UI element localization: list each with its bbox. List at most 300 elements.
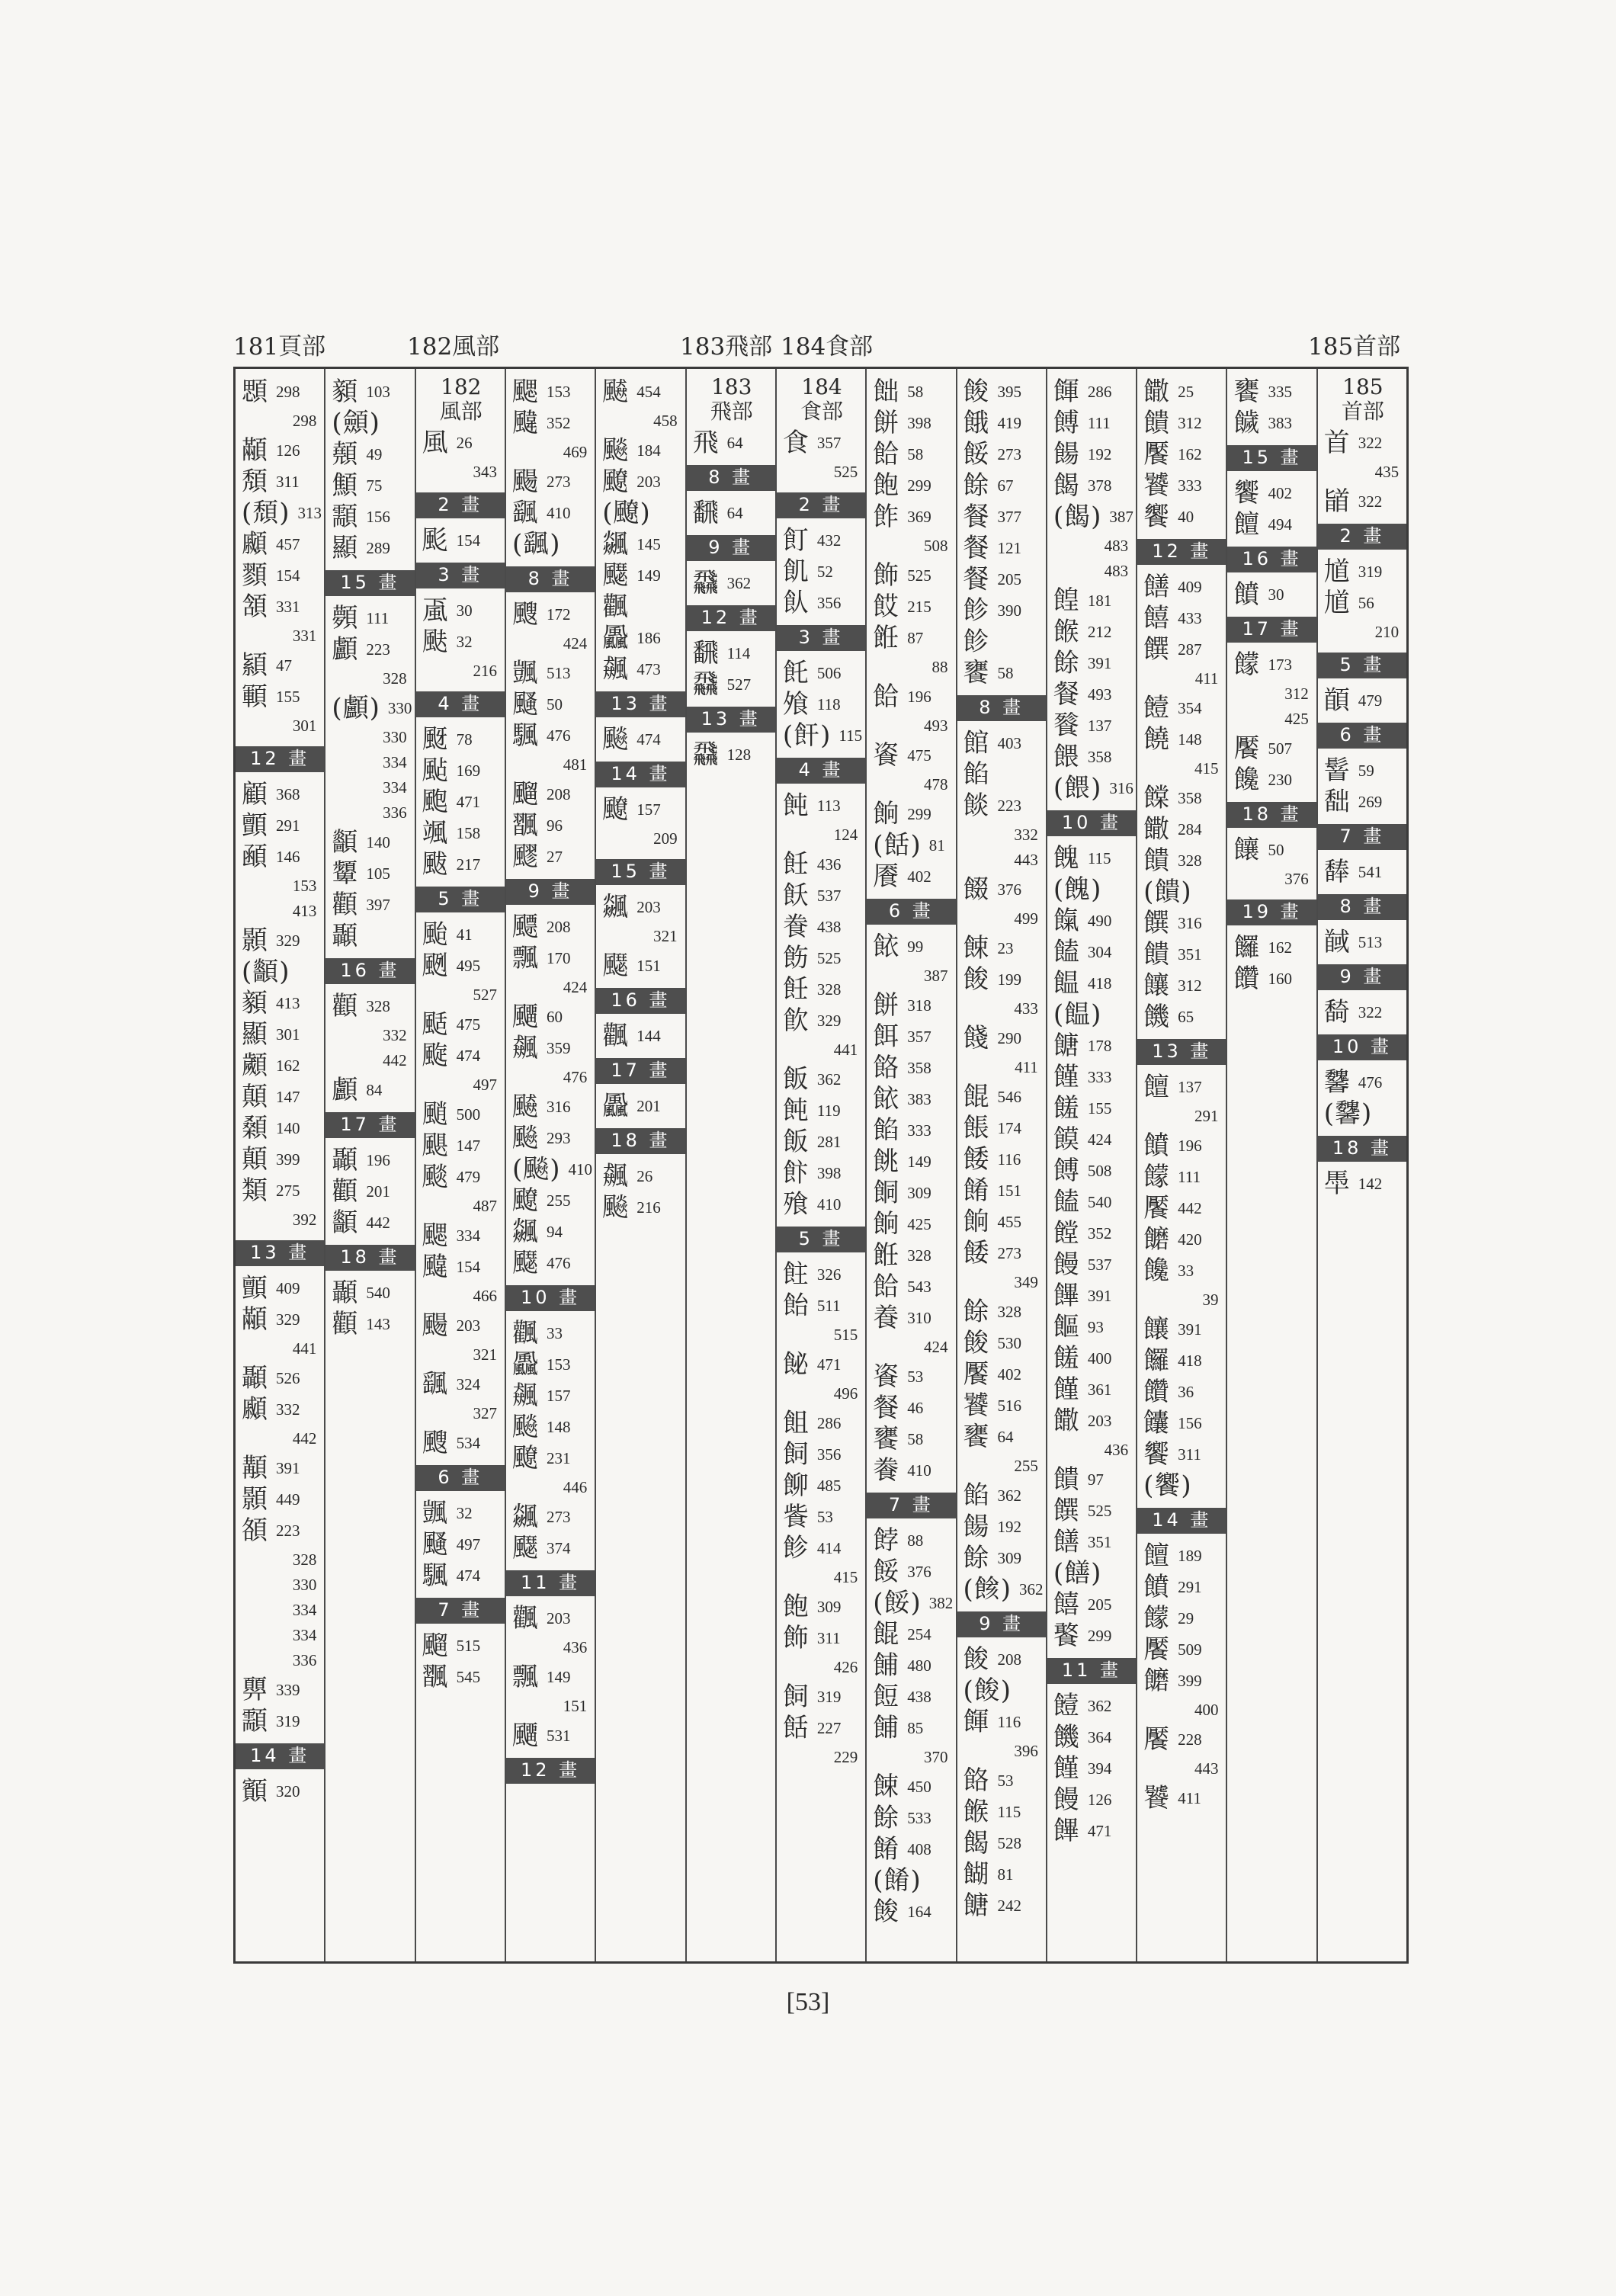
entry-page-ref: 162	[276, 1057, 300, 1075]
entry-character: 颽	[422, 1498, 449, 1528]
index-entry	[1143, 635, 1221, 664]
entry-character: 飽	[782, 1592, 810, 1622]
index-entry	[783, 1260, 861, 1289]
entry-character: 餕	[963, 1644, 990, 1675]
entry-character: 饙	[1143, 1130, 1171, 1161]
index-column	[1227, 369, 1317, 1961]
index-entry	[1233, 377, 1311, 406]
entry-page-ref: 53	[816, 1508, 833, 1526]
index-entry	[512, 1350, 590, 1379]
entry-character: 飭	[782, 943, 810, 973]
index-entry	[1143, 1573, 1221, 1602]
entry-page-ref: 291	[1178, 1578, 1202, 1596]
entry-page-ref: 284	[1178, 820, 1202, 839]
index-entry	[1143, 909, 1221, 938]
entry-character: (饋)	[1143, 877, 1192, 907]
entry-character: 飩	[782, 790, 810, 821]
radical-name: 飛部	[710, 399, 753, 424]
index-entry	[964, 1829, 1041, 1858]
index-entry	[873, 1682, 951, 1711]
index-entry	[964, 440, 1041, 469]
stroke-count-header: 7 畫	[867, 1493, 955, 1518]
entry-character: 饇	[1053, 1312, 1080, 1342]
index-entry	[873, 1804, 951, 1833]
index-entry	[783, 588, 861, 617]
entry-page-ref: 81	[928, 836, 945, 855]
entry-page-ref: 322	[1358, 492, 1383, 511]
entry-page-ref: 418	[1178, 1352, 1202, 1370]
entry-page-ref: 513	[546, 664, 571, 682]
entry-page-ref: 454	[636, 383, 661, 401]
entry-character: 顡	[332, 377, 359, 407]
entry-page-ref: 528	[997, 1834, 1021, 1852]
entry-page-ref: 145	[636, 535, 661, 553]
entry-character: 飈	[511, 1123, 539, 1153]
entry-character: 饋	[1143, 939, 1171, 970]
entry-page-ref: 358	[1087, 748, 1112, 766]
entry-page-ref: 403	[997, 734, 1021, 752]
index-entry	[693, 639, 771, 668]
index-entry	[783, 1190, 861, 1219]
entry-character: 餁	[873, 623, 900, 653]
entry-character: 飤	[782, 588, 810, 618]
radical-label-182: 182風部	[407, 333, 500, 361]
entry-page-ref: 111	[1087, 414, 1111, 432]
index-entry	[873, 624, 951, 653]
entry-character: 飻	[963, 595, 990, 626]
index-entry	[1053, 1281, 1131, 1310]
entry-character: 餎	[873, 1053, 900, 1083]
entry-page-ref: 137	[1178, 1078, 1202, 1096]
index-entry	[512, 1092, 590, 1121]
index-entry	[964, 1239, 1041, 1268]
entry-character: 颯	[422, 818, 449, 848]
entry-page-ref: 208	[546, 785, 571, 803]
entry-page-ref: 418	[1087, 974, 1112, 992]
index-entry	[242, 1485, 319, 1514]
index-entry	[332, 409, 409, 438]
entry-character: 餆	[873, 1146, 900, 1177]
entry-character: 饞	[1233, 765, 1261, 795]
entry-page-ref: 293	[546, 1129, 571, 1147]
entry-character: 餔	[873, 1650, 900, 1681]
entry-character: 䭫	[1323, 486, 1351, 517]
entry-character: 顜	[242, 1453, 268, 1483]
entry-character: 颿	[511, 720, 539, 751]
entry-character: 饊	[1143, 814, 1171, 845]
entry-page-ref-continued: 255	[1014, 1457, 1038, 1475]
entry-page-ref: 215	[907, 598, 931, 616]
index-entry	[1143, 1225, 1221, 1254]
index-column	[687, 369, 777, 1961]
entry-page-ref: 115	[1087, 849, 1111, 867]
entry-character: 頷	[242, 592, 268, 622]
entry-character: 餄	[873, 681, 900, 712]
entry-character: 饁	[1053, 1187, 1080, 1217]
entry-character: 䭰	[1323, 857, 1351, 887]
stroke-count-header: 6 畫	[867, 899, 955, 925]
entry-page-ref: 154	[276, 566, 300, 585]
entry-page-ref: 324	[456, 1375, 481, 1393]
index-entry	[422, 1631, 500, 1660]
entry-page-ref-continued: 483	[1104, 562, 1129, 580]
entry-page-ref: 395	[997, 383, 1021, 401]
index-entry	[512, 1186, 590, 1215]
entry-page-ref-continued: 151	[563, 1697, 588, 1715]
entry-character: 颾	[422, 1529, 449, 1560]
stroke-count-header: 2 畫	[416, 492, 505, 518]
entry-character: 饎	[1053, 1589, 1080, 1620]
entry-page-ref: 196	[1178, 1137, 1202, 1155]
entry-page-ref: 169	[456, 762, 481, 780]
entry-character: 飣	[782, 525, 810, 556]
entry-page-ref: 398	[816, 1164, 842, 1182]
entry-character: 顥	[242, 1484, 268, 1515]
index-entry	[964, 377, 1041, 406]
entry-character: 餳	[963, 1512, 990, 1542]
entry-character: 飻	[782, 1533, 810, 1563]
index-entry	[1233, 835, 1311, 864]
entry-character: 頽	[242, 467, 268, 497]
index-entry	[1324, 998, 1402, 1027]
entry-page-ref: 352	[546, 414, 571, 432]
index-entry	[602, 1193, 680, 1222]
index-entry	[873, 1022, 951, 1051]
entry-character: 飝	[692, 568, 720, 598]
entry-character: 顦	[332, 470, 359, 501]
entry-page-ref: 312	[1178, 976, 1202, 995]
entry-character: 餽	[1053, 843, 1080, 874]
stroke-count-header: 18 畫	[596, 1128, 685, 1154]
entry-page-ref-continued: 426	[833, 1658, 858, 1676]
entry-page-ref-continued: 229	[833, 1748, 858, 1766]
entry-page-ref: 410	[568, 1160, 592, 1178]
index-entry	[242, 561, 319, 590]
entry-character: 飜	[692, 638, 720, 669]
radical-section-heading	[783, 375, 861, 424]
index-entry	[242, 1395, 319, 1424]
entry-character: 飻	[963, 627, 990, 657]
entry-page-ref: 116	[997, 1713, 1021, 1731]
entry-page-ref: 299	[1087, 1627, 1112, 1645]
entry-character: 頟	[242, 1515, 268, 1546]
entry-page-ref: 490	[1087, 912, 1112, 930]
entry-page-ref: 154	[456, 1258, 481, 1276]
stroke-count-header: 4 畫	[416, 691, 505, 717]
entry-page-ref-continued: 411	[1015, 1058, 1038, 1076]
entry-page-ref: 58	[907, 1430, 924, 1448]
entry-page-ref-continued: 424	[563, 978, 588, 996]
entry-page-ref: 99	[907, 938, 924, 956]
entry-character: 餁	[873, 1240, 900, 1271]
index-entry	[242, 1305, 319, 1334]
entry-character: (餂)	[873, 830, 922, 861]
entry-character: 飪	[782, 849, 810, 880]
index-entry	[422, 819, 500, 848]
stroke-count-header: 13 畫	[1137, 1039, 1226, 1065]
index-entry	[783, 1350, 861, 1379]
page-number: [53]	[786, 1988, 830, 2016]
index-entry	[964, 1176, 1041, 1205]
index-entry	[242, 1274, 319, 1303]
index-entry	[242, 1777, 319, 1806]
entry-character: 馘	[1323, 927, 1351, 957]
entry-character: 饜	[1143, 1634, 1171, 1665]
entry-character: 館	[963, 728, 990, 758]
entry-page-ref: 27	[546, 848, 563, 866]
entry-page-ref: 322	[1358, 434, 1383, 452]
entry-character: (餽)	[1053, 874, 1102, 905]
index-entry	[602, 795, 680, 824]
entry-character: 飴	[782, 1291, 810, 1321]
entry-page-ref: 149	[907, 1153, 931, 1171]
entry-page-ref-continued: 443	[1014, 851, 1038, 869]
stroke-count-header: 12 畫	[687, 605, 775, 631]
entry-character: 飮	[782, 1005, 810, 1036]
entry-character: 䭲	[1323, 997, 1351, 1028]
index-entry	[1053, 1031, 1131, 1060]
entry-character: 颭	[422, 755, 449, 786]
entry-page-ref: 320	[276, 1782, 300, 1801]
index-entry	[783, 1065, 861, 1094]
entry-page-ref: 424	[1087, 1130, 1112, 1149]
entry-page-ref: 128	[726, 746, 752, 764]
entry-page-ref: 299	[907, 476, 931, 495]
entry-page-ref: 143	[366, 1315, 390, 1333]
entry-page-ref-continued: 301	[292, 717, 317, 735]
entry-character: 飌	[511, 1318, 539, 1348]
entry-character: (顲)	[242, 957, 290, 987]
entry-page-ref: 160	[1268, 970, 1292, 988]
index-entry	[783, 1006, 861, 1035]
entry-page-ref: 231	[546, 1449, 571, 1467]
entry-character: 餹	[1053, 1031, 1080, 1061]
entry-page-ref: 374	[546, 1539, 571, 1557]
entry-page-ref-continued: 291	[1194, 1107, 1219, 1125]
entry-character: 饠	[1143, 1345, 1171, 1376]
entry-character: 飃	[511, 912, 539, 942]
entry-page-ref: 298	[276, 383, 300, 401]
index-entry	[1143, 1002, 1221, 1031]
entry-character: 饁	[1053, 937, 1080, 967]
entry-page-ref: 397	[366, 896, 390, 914]
entry-page-ref: 144	[636, 1027, 661, 1045]
entry-character: 餉	[873, 1209, 900, 1239]
index-entry	[1143, 1666, 1221, 1695]
index-entry	[783, 721, 861, 750]
index-entry	[783, 881, 861, 910]
stroke-count-header: 13 畫	[687, 707, 775, 733]
entry-page-ref: 155	[276, 688, 300, 706]
radical-name: 風部	[439, 399, 483, 424]
entry-character: 餐	[963, 502, 990, 532]
entry-page-ref: 356	[816, 594, 842, 612]
entry-page-ref: 255	[546, 1191, 571, 1210]
entry-page-ref: 273	[997, 1244, 1021, 1262]
radical-label-181: 181頁部	[233, 333, 326, 361]
index-entry	[1053, 1496, 1131, 1525]
entry-character: 饟	[1143, 970, 1171, 1001]
index-entry	[1143, 377, 1221, 406]
entry-character: 飵	[873, 502, 900, 532]
entry-character: 顳	[332, 1145, 359, 1175]
index-entry	[242, 811, 319, 840]
entry-character: 餤	[963, 790, 990, 821]
entry-page-ref: 359	[546, 1039, 571, 1057]
index-entry	[332, 534, 409, 563]
radical-number: 183	[710, 374, 752, 399]
index-entry	[332, 471, 409, 500]
entry-character: 餘	[963, 1543, 990, 1573]
index-entry	[964, 1329, 1041, 1358]
entry-page-ref: 290	[997, 1029, 1021, 1047]
entry-character: 颶	[422, 1130, 449, 1161]
entry-page-ref: 383	[1268, 414, 1292, 432]
entry-page-ref: 545	[456, 1668, 481, 1686]
entry-character: 颻	[422, 1369, 449, 1400]
entry-page-ref: 508	[1087, 1162, 1112, 1180]
entry-page-ref: 332	[276, 1400, 300, 1419]
index-entry	[512, 690, 590, 719]
entry-character: 餍	[873, 861, 900, 892]
entry-page-ref: 493	[1087, 685, 1112, 704]
index-entry	[1233, 409, 1311, 438]
index-entry	[783, 912, 861, 941]
entry-character: (顩)	[332, 408, 380, 438]
index-entry	[242, 1020, 319, 1049]
index-entry	[422, 1311, 500, 1340]
entry-page-ref-continued: 334	[292, 1601, 317, 1619]
entry-character: 飊	[602, 892, 630, 922]
entry-character: 顡	[242, 988, 268, 1018]
entry-page-ref: 116	[997, 1150, 1021, 1169]
entry-page-ref: 47	[276, 656, 292, 675]
index-entry	[1324, 928, 1402, 957]
index-entry	[873, 1526, 951, 1555]
entry-character: 饌	[1053, 1496, 1080, 1526]
index-entry	[422, 1663, 500, 1692]
entry-character: 餫	[1053, 377, 1080, 407]
entry-character: 飋	[511, 1533, 539, 1563]
entry-page-ref: 23	[997, 939, 1014, 957]
stroke-count-header: 10 畫	[1047, 810, 1136, 836]
index-column	[506, 369, 596, 1961]
index-entry	[783, 659, 861, 688]
index-entry	[1324, 1068, 1402, 1097]
index-entry	[512, 1319, 590, 1348]
stroke-count-header: 11 畫	[1047, 1658, 1136, 1684]
entry-character: 飌	[511, 1603, 539, 1634]
entry-character: 顙	[242, 1113, 268, 1143]
entry-page-ref: 319	[1358, 563, 1383, 581]
entry-character: 䭴	[1323, 1169, 1351, 1199]
entry-character: 颹	[511, 408, 539, 438]
index-entry	[873, 471, 951, 500]
index-entry	[873, 1053, 951, 1082]
entry-page-ref: 414	[816, 1539, 842, 1557]
entry-page-ref-continued: 436	[1104, 1441, 1129, 1459]
entry-character: (颻)	[511, 529, 561, 560]
entry-page-ref: 273	[546, 473, 571, 491]
index-column	[325, 369, 415, 1961]
entry-page-ref: 137	[1087, 717, 1112, 735]
index-entry	[783, 850, 861, 879]
index-entry	[783, 1409, 861, 1438]
entry-page-ref: 479	[456, 1168, 481, 1186]
index-entry	[242, 1364, 319, 1393]
entry-page-ref: 311	[816, 1629, 841, 1647]
entry-page-ref-continued: 312	[1284, 685, 1309, 703]
entry-character: 餘	[873, 1803, 900, 1833]
index-entry	[422, 850, 500, 879]
index-entry	[1324, 487, 1402, 516]
entry-character: 顴	[332, 991, 359, 1021]
index-entry	[964, 565, 1041, 594]
entry-character: 飢	[782, 556, 810, 587]
entry-character: 餛	[873, 1619, 900, 1650]
entry-page-ref: 78	[456, 730, 473, 749]
index-entry	[512, 944, 590, 973]
entry-character: 顪	[242, 1050, 268, 1081]
entry-page-ref: 153	[546, 1355, 571, 1374]
entry-page-ref: 151	[997, 1182, 1021, 1200]
entry-page-ref: 319	[276, 1712, 300, 1730]
entry-character: 餔	[873, 1713, 900, 1743]
index-entry	[422, 627, 500, 656]
index-entry	[964, 1645, 1041, 1674]
entry-page-ref-continued: 328	[292, 1550, 317, 1569]
entry-character: 餖	[873, 1682, 900, 1712]
radical-number: 185	[1342, 374, 1384, 399]
entry-character: 䭮	[1323, 755, 1351, 786]
entry-page-ref: 164	[907, 1903, 931, 1921]
index-entry	[512, 600, 590, 629]
index-entry	[873, 1425, 951, 1454]
index-column	[1318, 369, 1406, 1961]
index-entry	[602, 561, 680, 590]
index-entry	[1053, 471, 1131, 500]
entry-page-ref-continued: 466	[473, 1287, 497, 1305]
entry-page-ref: 156	[1178, 1414, 1202, 1432]
entry-character: 餧	[963, 1144, 990, 1175]
index-entry	[602, 624, 680, 653]
entry-character: 饃	[1053, 1124, 1080, 1155]
entry-page-ref: 208	[546, 918, 571, 936]
index-entry	[512, 1217, 590, 1246]
index-entry	[1053, 1313, 1131, 1342]
entry-character: 飰	[782, 1158, 810, 1188]
entry-page-ref-continued: 331	[292, 627, 317, 645]
radical-section-heading	[693, 375, 771, 424]
entry-page-ref: 32	[456, 1504, 473, 1522]
stroke-count-header: 15 畫	[596, 859, 685, 885]
entry-character: 餘	[1053, 648, 1080, 678]
entry-page-ref: 301	[276, 1025, 300, 1044]
entry-page-ref: 449	[276, 1490, 300, 1509]
entry-page-ref-continued: 321	[653, 927, 678, 945]
index-entry	[1143, 877, 1221, 906]
entry-page-ref-continued: 469	[563, 443, 588, 461]
entry-character: 食	[782, 428, 810, 458]
entry-page-ref: 329	[276, 932, 300, 950]
entry-character: 飩	[782, 1095, 810, 1126]
entry-page-ref-continued: 525	[833, 463, 858, 481]
index-entry	[242, 957, 319, 986]
entry-character: 顴	[332, 890, 359, 920]
index-entry	[422, 1221, 500, 1250]
index-entry	[332, 377, 409, 406]
entry-page-ref: 93	[1087, 1318, 1104, 1336]
